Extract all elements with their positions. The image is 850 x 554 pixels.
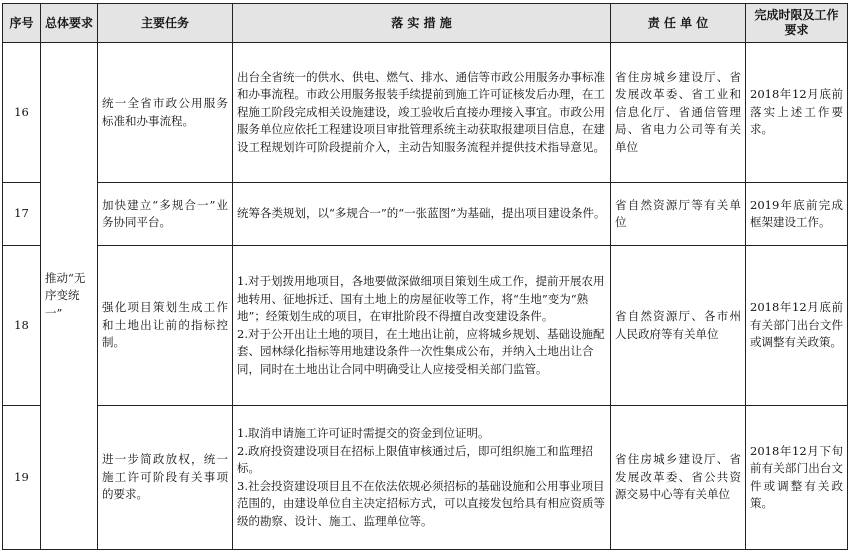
header-task: 主要任务 bbox=[98, 4, 233, 43]
header-deadline: 完成时限及工作要求 bbox=[746, 4, 848, 43]
measure-item: 1.对于划拨用地项目，各地要做深做细项目策划生成工作，提前开展农用地转用、征地拆迁、国有土地上的房屋征收等工作，将“生地”变为“熟地”；经策划生成的项目，在审批阶段不得擅自改变建设条件。 bbox=[237, 274, 605, 323]
row-number: 18 bbox=[3, 246, 41, 406]
row-measures bbox=[233, 246, 611, 406]
measure-item: 统筹各类规划，以“多规合一”的“一张蓝图”为基础，提出项目建设条件。 bbox=[237, 206, 606, 221]
table-row bbox=[3, 406, 848, 550]
measure-item: 2.政府投资建设项目在招标上限值审核通过后，即可组织施工和监理招标。 bbox=[237, 443, 593, 475]
measure-item: 1.取消申请施工许可证时需提交的资金到位证明。 bbox=[237, 426, 490, 440]
table-row bbox=[3, 246, 848, 406]
header-overall: 总体要求 bbox=[41, 4, 98, 43]
row-task: 强化项目策划生成工作和土地出让前的指标控制。 bbox=[98, 246, 233, 406]
row-task: 统一全省市政公用服务标准和办事流程。 bbox=[98, 43, 233, 183]
row-unit: 省住房城乡建设厅、省发展改革委、省公共资源交易中心等有关单位 bbox=[611, 406, 746, 550]
header-seq: 序号 bbox=[3, 4, 41, 43]
row-task: 进一步简政放权，统一施工许可阶段有关事项的要求。 bbox=[98, 406, 233, 550]
row-number: 17 bbox=[3, 183, 41, 246]
row-measures bbox=[233, 406, 611, 550]
row-measures bbox=[233, 43, 611, 183]
table-row bbox=[3, 183, 848, 246]
row-deadline: 2018年12月底前有关部门出台文件或调整有关政策。 bbox=[746, 246, 848, 406]
row-task: 加快建立“多规合一”业务协同平台。 bbox=[98, 183, 233, 246]
measure-item: 出台全省统一的供水、供电、燃气、排水、通信等市政公用服务办事标准和办事流程。市政公用服务报装手续提前到施工许可证核发后办理，在工程施工阶段完成相关设施建设，竣工验收后直接办理接入事宜。市政公用服务单位应依托工程建设项目审批管理系统主动获取报建项目信息，在建设工程规划许可阶段提前介入，主动告知服务流程并提供技术指导意见。 bbox=[237, 69, 605, 154]
header-unit: 责 任 单 位 bbox=[611, 4, 746, 43]
row-number: 19 bbox=[3, 406, 41, 550]
overall-requirement: 推动“无序变统一” bbox=[41, 43, 98, 550]
header-measures: 落 实 措 施 bbox=[233, 4, 611, 43]
measures-table bbox=[2, 3, 848, 550]
table-row bbox=[3, 43, 848, 183]
row-unit: 省住房城乡建设厅、省发展改革委、省工业和信息化厅、省通信管理局、省电力公司等有关单位 bbox=[611, 43, 746, 183]
row-measures bbox=[233, 183, 611, 246]
row-unit: 省自然资源厅等有关单位 bbox=[611, 183, 746, 246]
measure-item: 2.对于公开出让土地的项目，在土地出让前，应将城乡规划、基础设施配套、园林绿化指标等用地建设条件一次性集成公布，并纳入土地出让合同，同时在土地出让合同中明确受让人应接受相关部门监管。 bbox=[237, 326, 605, 376]
row-deadline: 2018年12月底前落实上述工作要求。 bbox=[746, 43, 848, 183]
row-deadline: 2018年12月下旬前有关部门出台文件或调整有关政策。 bbox=[746, 406, 848, 550]
row-number: 16 bbox=[3, 43, 41, 183]
header-row bbox=[3, 4, 848, 43]
row-deadline: 2019年底前完成框架建设工作。 bbox=[746, 183, 848, 246]
row-unit: 省自然资源厅、各市州人民政府等有关单位 bbox=[611, 246, 746, 406]
measure-item: 3.社会投资建设项目且不在依法依规必须招标的基础设施和公用事业项目范围的，由建设单位自主决定招标方式，可以直接发包给具有相应资质等级的勘察、设计、施工、监理单位等。 bbox=[237, 478, 605, 528]
